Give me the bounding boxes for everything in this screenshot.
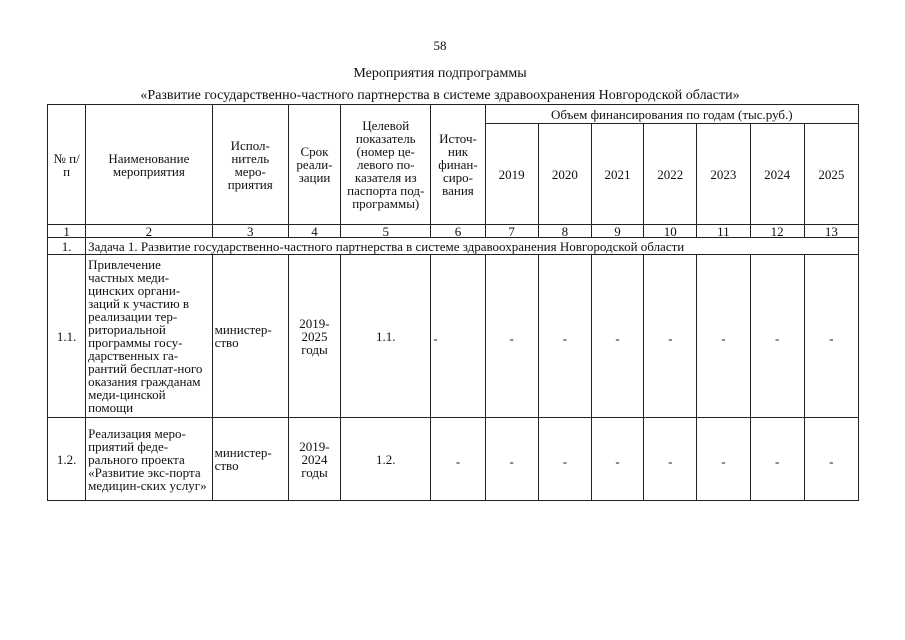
task-num: 1. — [48, 238, 86, 255]
header-source: Источ-ник финан-сиро-вания — [431, 105, 485, 225]
document-subtitle: «Развитие государственно-частного партнерства в системе здравоохранения Новгородской области» — [140, 88, 740, 103]
column-number: 10 — [644, 225, 697, 238]
column-number: 9 — [591, 225, 643, 238]
table-row — [48, 418, 859, 501]
row-year-value: - — [644, 418, 697, 501]
column-number: 13 — [804, 225, 858, 238]
header-executor: Испол-нитель меро-приятия — [212, 105, 288, 225]
row-year-value: - — [591, 418, 643, 501]
row-year-value: - — [538, 255, 591, 418]
header-num: № п/п — [48, 105, 86, 225]
column-number: 8 — [538, 225, 591, 238]
column-number: 5 — [341, 225, 431, 238]
row-executor: министер-ство — [212, 418, 288, 501]
document-title: Мероприятия подпрограммы — [353, 66, 527, 81]
row-year-value: - — [750, 418, 804, 501]
header-year: 2021 — [591, 124, 643, 225]
column-number: 11 — [697, 225, 750, 238]
row-year-value: - — [804, 418, 858, 501]
row-source: - — [431, 418, 485, 501]
row-term: 2019-2025 годы — [288, 255, 340, 418]
column-number: 2 — [86, 225, 212, 238]
row-year-value: - — [485, 255, 538, 418]
task-row — [48, 238, 859, 255]
header-year: 2020 — [538, 124, 591, 225]
row-year-value: - — [697, 418, 750, 501]
row-name: Реализация меро-приятий феде-рального проекта «Развитие экс-порта медицин-ских услуг» — [86, 418, 212, 501]
row-year-value: - — [538, 418, 591, 501]
column-number: 12 — [750, 225, 804, 238]
row-executor: министер-ство — [212, 255, 288, 418]
row-year-value: - — [485, 418, 538, 501]
row-target: 1.1. — [341, 255, 431, 418]
row-term: 2019-2024 годы — [288, 418, 340, 501]
measures-table — [47, 104, 859, 501]
header-funding-group: Объем финансирования по годам (тыс.руб.) — [485, 105, 858, 124]
header-term: Срок реали-зации — [288, 105, 340, 225]
row-target: 1.2. — [341, 418, 431, 501]
task-text: Задача 1. Развитие государственно-частного партнерства в системе здравоохранения Новгородской области — [86, 238, 859, 255]
column-number: 1 — [48, 225, 86, 238]
row-source: - — [431, 255, 485, 418]
header-name: Наименование мероприятия — [86, 105, 212, 225]
row-year-value: - — [804, 255, 858, 418]
row-num: 1.2. — [48, 418, 86, 501]
column-number-row — [48, 225, 859, 238]
column-number: 4 — [288, 225, 340, 238]
page-number: 58 — [433, 38, 447, 53]
header-year: 2022 — [644, 124, 697, 225]
header-target: Целевой показатель (номер це-левого по-казателя из паспорта под-программы) — [341, 105, 431, 225]
header-year: 2025 — [804, 124, 858, 225]
header-year: 2023 — [697, 124, 750, 225]
header-year: 2024 — [750, 124, 804, 225]
column-number: 7 — [485, 225, 538, 238]
row-year-value: - — [750, 255, 804, 418]
row-num: 1.1. — [48, 255, 86, 418]
row-year-value: - — [644, 255, 697, 418]
row-name: Привлечение частных меди-цинских органи-заций к участию в реализации тер-риториальной программы госу-дарственных га-рантий бесплат-ного оказания гражданам меди-цинской помощи — [86, 255, 212, 418]
row-year-value: - — [697, 255, 750, 418]
column-number: 3 — [212, 225, 288, 238]
header-year: 2019 — [485, 124, 538, 225]
header-row-top — [48, 105, 859, 124]
table-row — [48, 255, 859, 418]
column-number: 6 — [431, 225, 485, 238]
row-year-value: - — [591, 255, 643, 418]
